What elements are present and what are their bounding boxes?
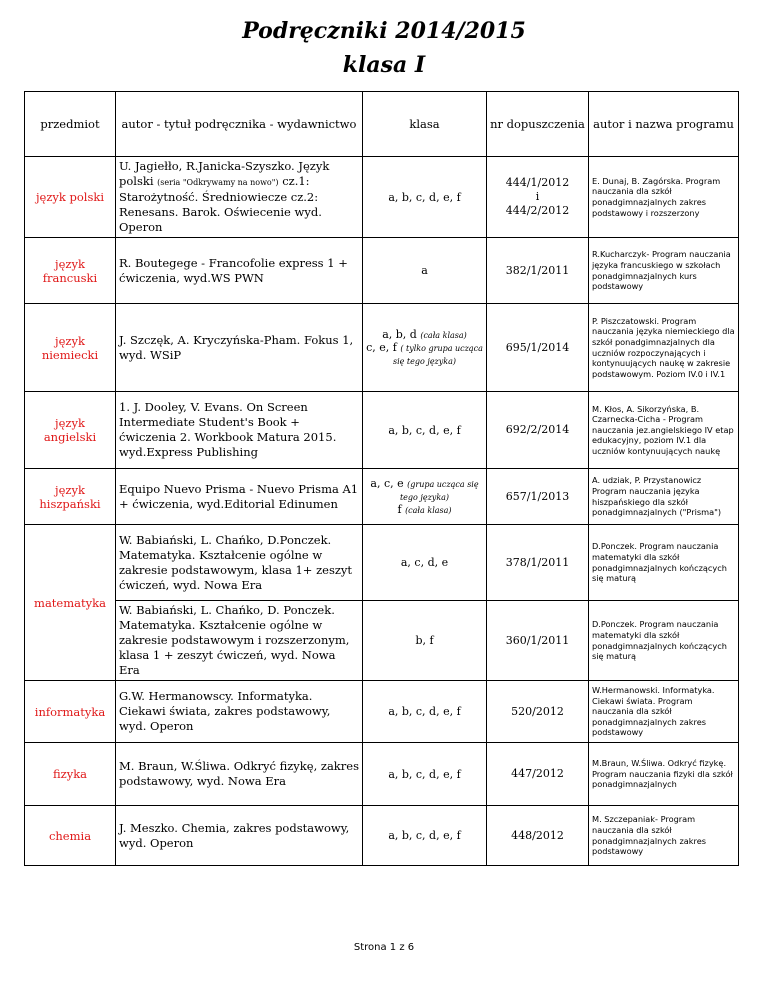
- class-cell: a, b, c, d, e, f: [363, 806, 487, 866]
- table-row: [25, 601, 739, 681]
- class-cell: a: [363, 238, 487, 304]
- approval-cell: 382/1/2011: [487, 238, 589, 304]
- table-row: [25, 469, 739, 525]
- page-title: Podręczniki 2014/2015: [242, 18, 526, 44]
- subject-cell: język angielski: [25, 392, 116, 469]
- page-footer: Strona 1 z 6: [353, 942, 415, 953]
- class-cell: a, b, c, d, e, f: [363, 157, 487, 238]
- author-cell: W. Babiański, L. Chańko, D. Ponczek. Matematyka. Kształcenie ogólne w zakresie podstawowym i rozszerzonym, klasa 1 + zeszyt ćwiczeń, wyd. Nowa Era: [116, 601, 363, 681]
- header-approval: nr dopuszczenia: [487, 92, 589, 157]
- class-cell: a, c, d, e: [363, 525, 487, 601]
- class-cell: a, c, e (grupa ucząca się tego języka) f (cała klasa): [363, 469, 487, 525]
- approval-cell: 360/1/2011: [487, 601, 589, 681]
- class-cell: b, f: [363, 601, 487, 681]
- table-row: [25, 743, 739, 806]
- subject-cell: język polski: [25, 157, 116, 238]
- program-cell: A. udziak, P. Przystanowicz Program nauczania języka hiszpańskiego dla szkół ponadgimnazjalnych ("Prisma"): [589, 469, 739, 525]
- subject-cell: język niemiecki: [25, 304, 116, 392]
- approval-cell: 444/1/2012 i 444/2/2012: [487, 157, 589, 238]
- program-cell: D.Ponczek. Program nauczania matematyki dla szkół ponadgimnazjalnych kończących się maturą: [589, 525, 739, 601]
- table-row: [25, 304, 739, 392]
- subject-cell: matematyka: [25, 525, 116, 681]
- approval-cell: 695/1/2014: [487, 304, 589, 392]
- subject-cell: język hiszpański: [25, 469, 116, 525]
- subject-cell: fizyka: [25, 743, 116, 806]
- approval-cell: 448/2012: [487, 806, 589, 866]
- table-row: [25, 157, 739, 238]
- header-row: [25, 92, 739, 157]
- author-cell: G.W. Hermanowscy. Informatyka. Ciekawi świata, zakres podstawowy, wyd. Operon: [116, 681, 363, 743]
- header-class: klasa: [363, 92, 487, 157]
- author-cell: Equipo Nuevo Prisma - Nuevo Prisma A1 + ćwiczenia, wyd.Editorial Edinumen: [116, 469, 363, 525]
- subject-cell: chemia: [25, 806, 116, 866]
- program-cell: W.Hermanowski. Informatyka. Ciekawi świata. Program nauczania dla szkół ponadgimnazjalnych zakres podstawowy: [589, 681, 739, 743]
- approval-cell: 520/2012: [487, 681, 589, 743]
- author-cell: R. Boutegege - Francofolie express 1 + ćwiczenia, wyd.WS PWN: [116, 238, 363, 304]
- table-row: [25, 392, 739, 469]
- program-cell: P. Piszczatowski. Program nauczania języka niemieckiego dla szkół ponadgimnazjalnych dla uczniów rozpoczynających i kontynuujących naukę w zakresie podstawowym. Poziom IV.0 i IV.1: [589, 304, 739, 392]
- program-cell: R.Kucharczyk- Program nauczania języka francuskiego w szkołach ponadgimnazjalnych kurs podstawowy: [589, 238, 739, 304]
- author-cell: W. Babiański, L. Chańko, D.Ponczek. Matematyka. Kształcenie ogólne w zakresie podstawowym, klasa 1+ zeszyt ćwiczeń, wyd. Nowa Era: [116, 525, 363, 601]
- program-cell: D.Ponczek. Program nauczania matematyki dla szkół ponadgimnazjalnych kończących się maturą: [589, 601, 739, 681]
- program-cell: E. Dunaj, B. Zagórska. Program nauczania dla szkół ponadgimnazjalnych zakres podstawowy i rozszerzony: [589, 157, 739, 238]
- class-cell: a, b, c, d, e, f: [363, 743, 487, 806]
- subject-cell: informatyka: [25, 681, 116, 743]
- author-cell: 1. J. Dooley, V. Evans. On Screen Intermediate Student's Book + ćwiczenia 2. Workbook Matura 2015. wyd.Express Publishing: [116, 392, 363, 469]
- author-cell: M. Braun, W.Śliwa. Odkryć fizykę, zakres podstawowy, wyd. Nowa Era: [116, 743, 363, 806]
- table-row: [25, 681, 739, 743]
- header-author: autor - tytuł podręcznika - wydawnictwo: [116, 92, 363, 157]
- subject-cell: język francuski: [25, 238, 116, 304]
- table-row: [25, 525, 739, 601]
- header-subject: przedmiot: [25, 92, 116, 157]
- program-cell: M. Szczepaniak- Program nauczania dla szkół ponadgimnazjalnych zakres podstawowy: [589, 806, 739, 866]
- program-cell: M. Kłos, A. Sikorzyńska, B. Czarnecka-Cicha - Program nauczania jez.angielskiego IV etap edukacyjny, poziom IV.1 dla uczniów kontynuujących naukę: [589, 392, 739, 469]
- table-row: [25, 238, 739, 304]
- author-cell: U. Jagiełło, R.Janicka-Szyszko. Język polski (seria "Odkrywamy na nowo") cz.1: Starożytność. Średniowiecze cz.2: Renesans. Barok. Oświecenie wyd. Operon: [116, 157, 363, 238]
- table-row: [25, 806, 739, 866]
- approval-cell: 657/1/2013: [487, 469, 589, 525]
- header-program: autor i nazwa programu: [589, 92, 739, 157]
- program-cell: M.Braun, W.Śliwa. Odkryć fizykę. Program nauczania fizyki dla szkół ponadgimnazjalnych: [589, 743, 739, 806]
- author-cell: J. Meszko. Chemia, zakres podstawowy, wyd. Operon: [116, 806, 363, 866]
- textbook-table: [24, 91, 739, 866]
- class-cell: a, b, d (cała klasa) c, e, f ( tylko grupa ucząca się tego języka): [363, 304, 487, 392]
- author-cell: J. Szczęk, A. Kryczyńska-Pham. Fokus 1, wyd. WSiP: [116, 304, 363, 392]
- class-cell: a, b, c, d, e, f: [363, 681, 487, 743]
- approval-cell: 378/1/2011: [487, 525, 589, 601]
- page-subtitle: klasa I: [342, 52, 426, 78]
- approval-cell: 692/2/2014: [487, 392, 589, 469]
- approval-cell: 447/2012: [487, 743, 589, 806]
- class-cell: a, b, c, d, e, f: [363, 392, 487, 469]
